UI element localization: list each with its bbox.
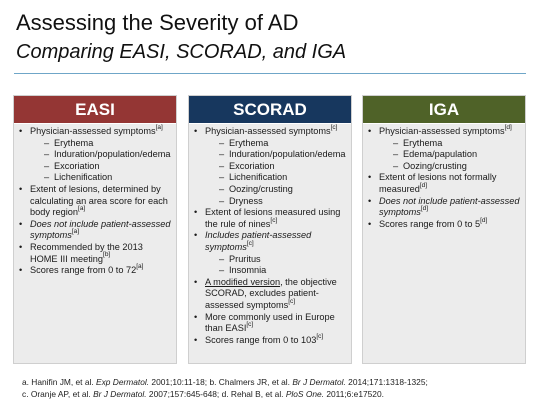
easi-bullet-patient: • Does not include patient-assessed symptoms[a] bbox=[14, 219, 172, 242]
references bbox=[22, 376, 428, 400]
iga-bullet-extent: • Extent of lesions not formally measured[d] bbox=[363, 172, 521, 195]
reference-line-2: c. Oranje AP, et al. Br J Dermatol. 2007;157:645-648; d. Rehal B, et al. PloS One. 2011;6:e17520. bbox=[22, 389, 384, 399]
iga-bullet-patient: • Does not include patient-assessed symptoms[d] bbox=[363, 196, 521, 219]
scorad-sub-item: – Induration/population/edema bbox=[205, 149, 347, 161]
modified-version-link[interactable]: A modified version bbox=[205, 276, 281, 287]
scorad-bullet-physician: • Physician-assessed symptoms[c] – Erythema – Induration/population/edema – Excoriation – Lichenification – Oozing/crusting – Dryness bbox=[189, 126, 347, 207]
easi-header: EASI bbox=[14, 96, 176, 124]
scorad-sub-item: – Pruritus bbox=[205, 254, 347, 266]
easi-body bbox=[14, 124, 176, 363]
easi-sub-item: – Lichenification bbox=[30, 172, 172, 184]
easi-sub-item: – Excoriation bbox=[30, 161, 172, 173]
scorad-sub-item: – Lichenification bbox=[205, 172, 347, 184]
scorad-sub-item: – Insomnia bbox=[205, 265, 347, 277]
iga-bullet-range: • Scores range from 0 to 5[d] bbox=[363, 219, 521, 231]
easi-bullet-range: • Scores range from 0 to 72[a] bbox=[14, 265, 172, 277]
scorad-column bbox=[188, 95, 352, 364]
iga-column bbox=[362, 95, 526, 364]
scorad-bullet-patient: • Includes patient-assessed symptoms[c] – Pruritus – Insomnia bbox=[189, 230, 347, 276]
reference-line-1: a. Hanifin JM, et al. Exp Dermatol. 2001;10:11-18; b. Chalmers JR, et al. Br J Dermatol. 2014;171:1318-1325; bbox=[22, 377, 428, 387]
iga-sub-item: – Edema/papulation bbox=[379, 149, 521, 161]
scorad-sub-item: – Oozing/crusting bbox=[205, 184, 347, 196]
easi-sub-item: – Induration/population/edema bbox=[30, 149, 172, 161]
iga-sub-item: – Erythema bbox=[379, 138, 521, 150]
easi-column bbox=[13, 95, 177, 364]
scorad-bullet-extent: • Extent of lesions measured using the rule of nines[c] bbox=[189, 207, 347, 230]
scorad-sub-item: – Erythema bbox=[205, 138, 347, 150]
scorad-sub-item: – Excoriation bbox=[205, 161, 347, 173]
iga-header: IGA bbox=[363, 96, 525, 124]
iga-bullet-physician: • Physician-assessed symptoms[d] – Erythema – Edema/papulation – Oozing/crusting bbox=[363, 126, 521, 172]
easi-sub-item: – Erythema bbox=[30, 138, 172, 150]
easi-bullet-extent: • Extent of lesions, determined by calculating an area score for each body region[a] bbox=[14, 184, 172, 219]
easi-bullet-physician: • Physician-assessed symptoms[a] – Erythema – Induration/population/edema – Excoriation – Lichenification bbox=[14, 126, 172, 184]
scorad-sub-item: – Dryness bbox=[205, 196, 347, 208]
scorad-bullet-range: • Scores range from 0 to 103[c] bbox=[189, 335, 347, 347]
iga-sub-item: – Oozing/crusting bbox=[379, 161, 521, 173]
iga-body bbox=[363, 124, 525, 363]
easi-bullet-home: • Recommended by the 2013 HOME III meeting[b] bbox=[14, 242, 172, 265]
scorad-body bbox=[189, 124, 351, 363]
scorad-bullet-europe: • More commonly used in Europe than EASI[c] bbox=[189, 312, 347, 335]
scorad-header: SCORAD bbox=[189, 96, 351, 124]
slide-title: Assessing the Severity of AD bbox=[16, 10, 299, 35]
title-divider bbox=[14, 73, 526, 74]
scorad-bullet-modified: • A modified version, the objective SCORAD, excludes patient-assessed symptoms[c] bbox=[189, 277, 347, 312]
slide-subtitle: Comparing EASI, SCORAD, and IGA bbox=[16, 41, 347, 63]
